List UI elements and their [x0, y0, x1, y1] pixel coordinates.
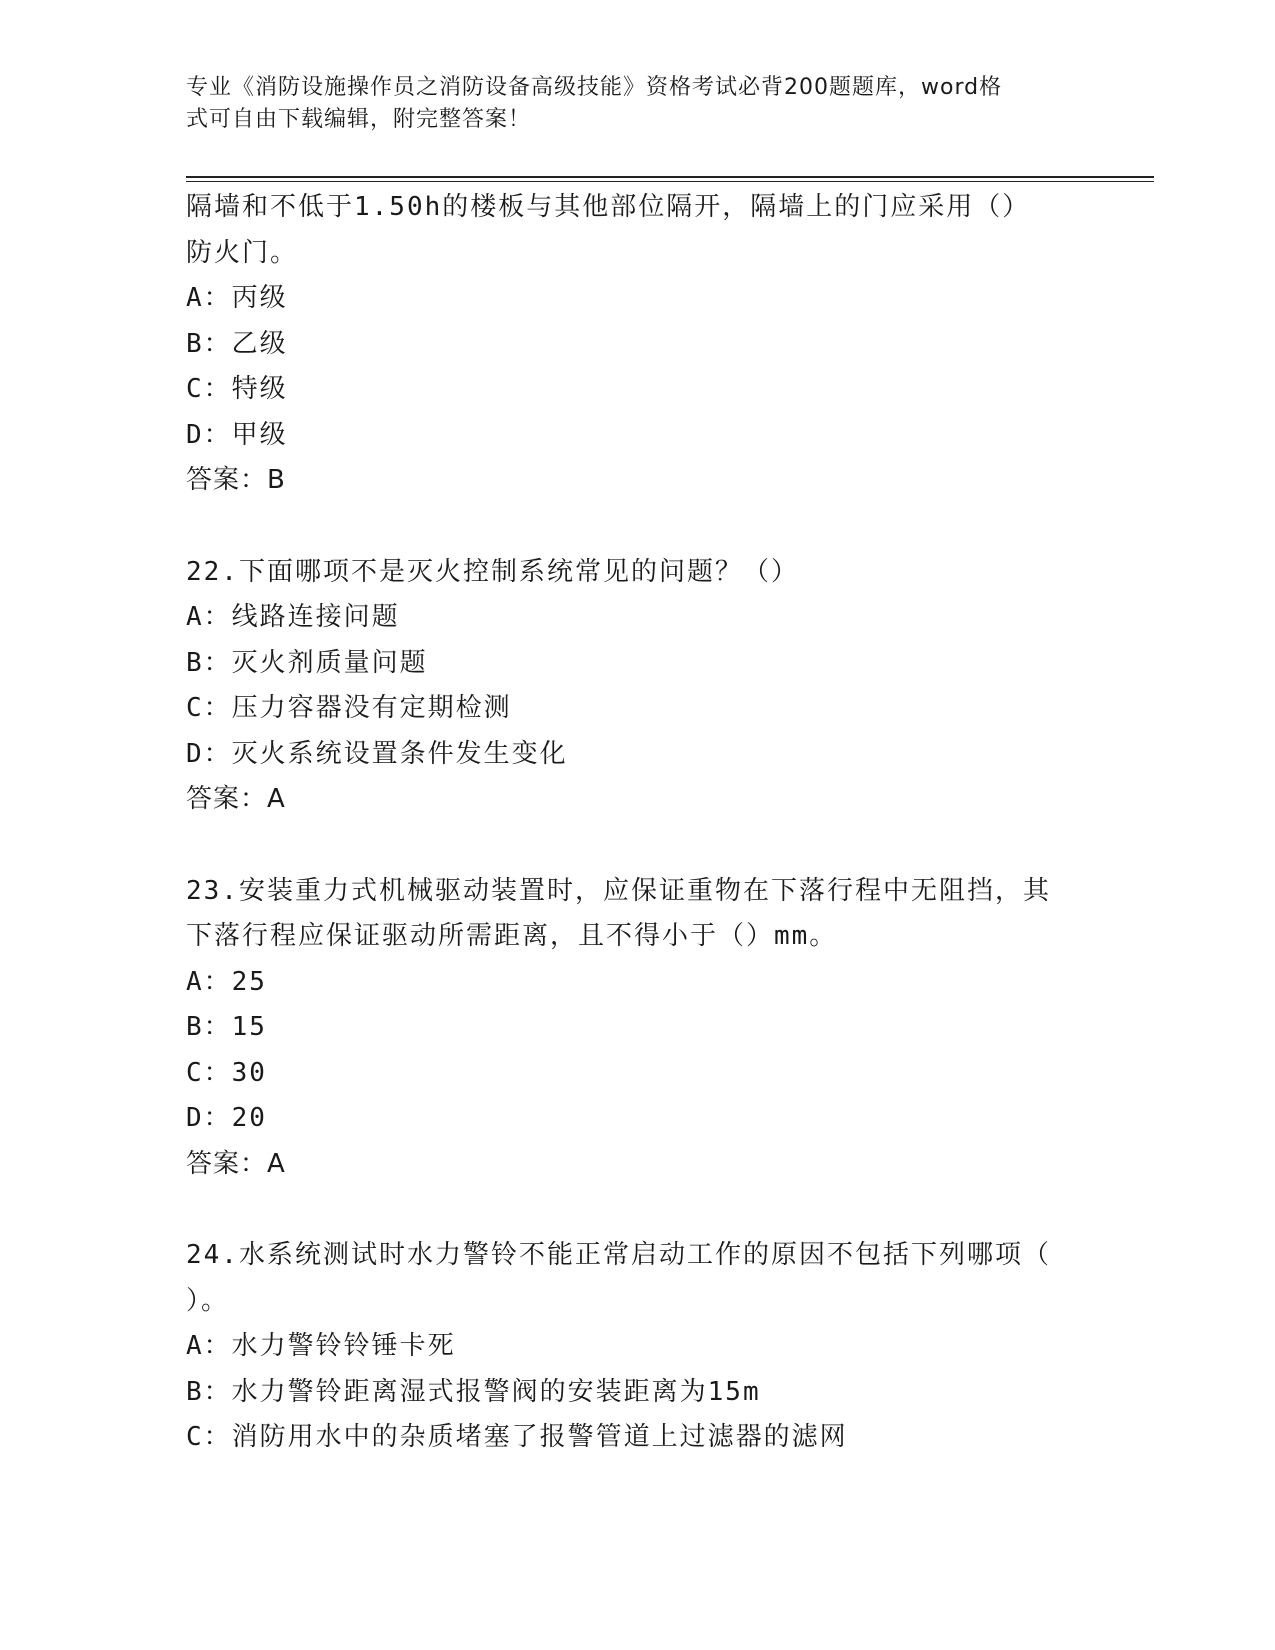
option-c: C：特级: [186, 374, 288, 404]
spacer: [186, 823, 1086, 869]
question-23: [186, 869, 1086, 1188]
question-stem-line: 下落行程应保证驱动所需距离，且不得小于（）mm。: [186, 921, 838, 951]
answer-line: 答案：A: [186, 784, 286, 814]
option-a: A：线路连接问题: [186, 602, 400, 632]
question-stem-line: 23.安装重力式机械驱动装置时，应保证重物在下落行程中无阻挡，其: [186, 875, 1051, 906]
option-c: C：压力容器没有定期检测: [186, 693, 512, 723]
question-list: [186, 185, 1086, 1461]
header-line-1: 专业《消防设施操作员之消防设备高级技能》资格考试必背200题题库，word格: [186, 75, 1003, 100]
option-a: A：水力警铃铃锤卡死: [186, 1331, 456, 1361]
question-stem-line: 24.水系统测试时水力警铃不能正常启动工作的原因不包括下列哪项（: [186, 1240, 1051, 1270]
option-b: B：灭火剂质量问题: [186, 647, 428, 678]
question-stem-line: 隔墙和不低于1.50h的楼板与其他部位隔开，隔墙上的门应采用（）: [186, 192, 1031, 222]
header-divider-thin: [186, 181, 1154, 182]
option-a: A：25: [186, 966, 267, 997]
question-24: [186, 1233, 1086, 1461]
answer-line: 答案：A: [186, 1148, 286, 1179]
option-a: A：丙级: [186, 283, 288, 313]
header-line-2: 式可自由下载编辑，附完整答案！: [186, 107, 532, 132]
option-b: B：乙级: [186, 328, 288, 359]
option-b: B：水力警铃距离湿式报警阀的安装距离为15m: [186, 1376, 761, 1407]
question-stem-line: 22.下面哪项不是灭火控制系统常见的问题？（）: [186, 556, 799, 587]
option-b: B：15: [186, 1012, 267, 1042]
question-stem-line: ）。: [186, 1285, 230, 1316]
option-d: D：甲级: [186, 419, 288, 450]
spacer: [186, 504, 1086, 550]
document-header: [186, 72, 1066, 136]
option-d: D：灭火系统设置条件发生变化: [186, 738, 568, 769]
question-22: [186, 550, 1086, 823]
spacer: [186, 1187, 1086, 1233]
option-c: C：30: [186, 1057, 267, 1088]
option-d: D：20: [186, 1103, 267, 1133]
question-stem-line: 防火门。: [186, 237, 299, 268]
answer-line: 答案：B: [186, 465, 286, 495]
question-21: [186, 185, 1086, 504]
option-c: C：消防用水中的杂质堵塞了报警管道上过滤器的滤网: [186, 1422, 848, 1452]
header-divider-thick: [186, 176, 1154, 178]
